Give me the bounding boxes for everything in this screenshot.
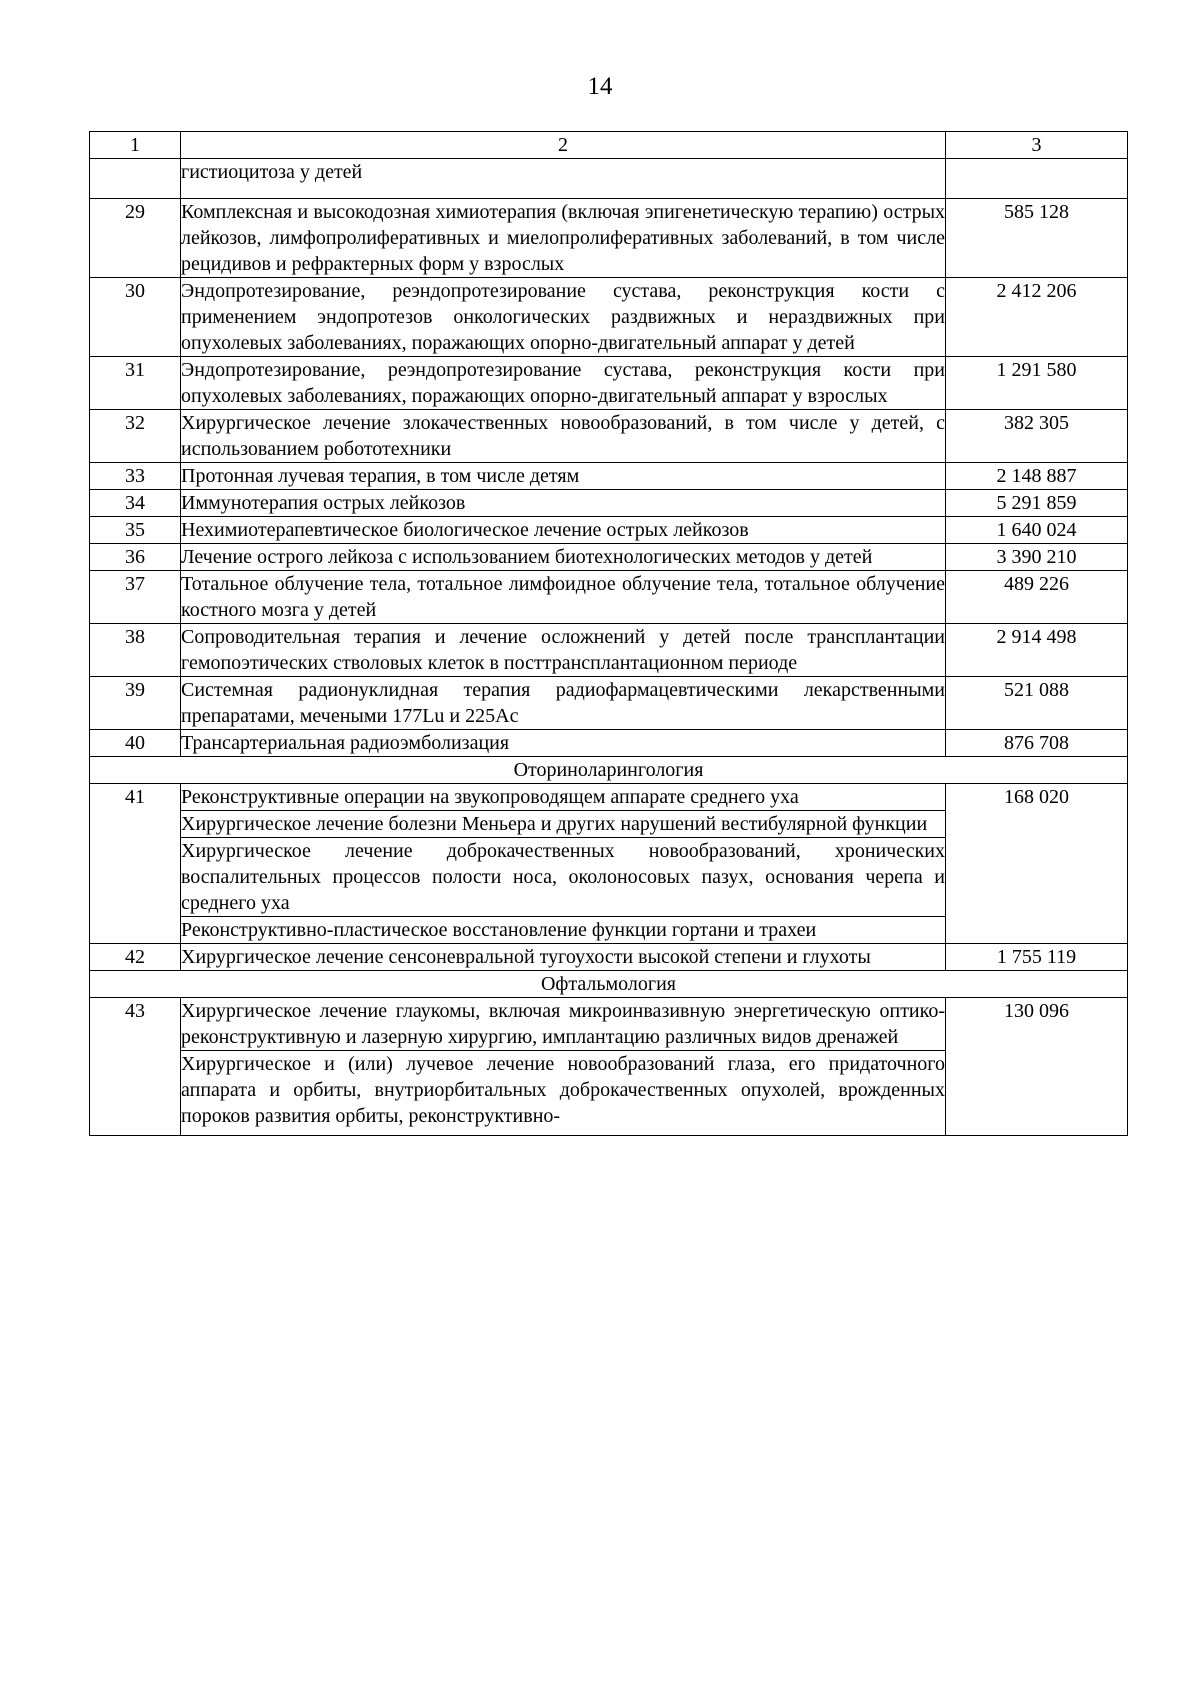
row-value: 382 305 — [946, 410, 1128, 463]
row-number: 34 — [90, 490, 181, 517]
table-row — [90, 571, 1128, 624]
table-row — [90, 517, 1128, 544]
row-number — [90, 159, 181, 199]
row-number: 35 — [90, 517, 181, 544]
row-value: 130 096 — [946, 998, 1128, 1136]
row-value: 1 291 580 — [946, 357, 1128, 410]
section-row-eye — [90, 971, 1128, 998]
table-row — [90, 463, 1128, 490]
row-description: Эндопротезирование, реэндопротезирование сустава, реконструкция кости с применением эндопротезов онкологических раздвижных и нераздвижных при опухолевых заболеваниях, поражающих опорно-двигательный аппарат у детей — [181, 278, 946, 357]
continuation-row — [90, 159, 1128, 199]
table-row — [90, 944, 1128, 971]
table-row — [90, 278, 1128, 357]
row-value: 585 128 — [946, 199, 1128, 278]
row-description: Комплексная и высокодозная химиотерапия (включая эпигенетическую терапию) острых лейкозов, лимфопролиферативных и миелопролиферативных заболеваний, в том числе рецидивов и рефрактерных форм у взрослых — [181, 199, 946, 278]
table-row — [90, 357, 1128, 410]
row-value: 2 914 498 — [946, 624, 1128, 677]
page-number: 14 — [587, 73, 613, 100]
row-number: 30 — [90, 278, 181, 357]
row-value: 3 390 210 — [946, 544, 1128, 571]
row-description: Трансартериальная радиоэмболизация — [181, 730, 946, 757]
section-title-ent: Оториноларингология — [90, 757, 1128, 784]
row-description: Иммунотерапия острых лейкозов — [181, 490, 946, 517]
row-number: 36 — [90, 544, 181, 571]
header-col-2: 2 — [181, 132, 946, 159]
row-number: 38 — [90, 624, 181, 677]
table-row — [90, 624, 1128, 677]
row-description: Хирургическое лечение глаукомы, включая микроинвазивную энергетическую оптико-реконструктивную и лазерную хирургию, имплантацию различных видов дренажей — [181, 998, 946, 1051]
row-description: Нехимиотерапевтическое биологическое лечение острых лейкозов — [181, 517, 946, 544]
row-value — [946, 159, 1128, 199]
row-value: 1 755 119 — [946, 944, 1128, 971]
row-number: 32 — [90, 410, 181, 463]
row-number: 43 — [90, 998, 181, 1136]
row-description: Хирургическое и (или) лучевое лечение новообразований глаза, его придаточного аппарата и орбиты, внутриорбитальных доброкачественных опухолей, врожденных пороков развития орбиты, реконструктивно- — [181, 1051, 946, 1136]
row-value: 521 088 — [946, 677, 1128, 730]
section-title-eye: Офтальмология — [90, 971, 1128, 998]
row-description: Эндопротезирование, реэндопротезирование сустава, реконструкция кости при опухолевых заболеваниях, поражающих опорно-двигательный аппарат у взрослых — [181, 357, 946, 410]
table-row — [90, 199, 1128, 278]
row-value: 876 708 — [946, 730, 1128, 757]
row-value: 1 640 024 — [946, 517, 1128, 544]
row-number: 29 — [90, 199, 181, 278]
row-number: 41 — [90, 784, 181, 944]
row-value: 168 020 — [946, 784, 1128, 944]
section-row-ent — [90, 757, 1128, 784]
row-description: Тотальное облучение тела, тотальное лимфоидное облучение тела, тотальное облучение костного мозга у детей — [181, 571, 946, 624]
tariff-table — [89, 131, 1128, 1136]
row-description: Сопроводительная терапия и лечение осложнений у детей после трансплантации гемопоэтических стволовых клеток в посттрансплантационном периоде — [181, 624, 946, 677]
table-row — [90, 784, 1128, 811]
row-value: 2 412 206 — [946, 278, 1128, 357]
table-row — [90, 677, 1128, 730]
row-description: Хирургическое лечение болезни Меньера и других нарушений вестибулярной функции — [181, 811, 946, 838]
row-value: 2 148 887 — [946, 463, 1128, 490]
row-value: 489 226 — [946, 571, 1128, 624]
row-description: Лечение острого лейкоза с использованием биотехнологических методов у детей — [181, 544, 946, 571]
row-number: 33 — [90, 463, 181, 490]
row-value: 5 291 859 — [946, 490, 1128, 517]
table-row — [90, 544, 1128, 571]
row-number: 31 — [90, 357, 181, 410]
row-description: Хирургическое лечение доброкачественных новообразований, хронических воспалительных процессов полости носа, околоносовых пазух, основания черепа и среднего уха — [181, 838, 946, 917]
header-col-1: 1 — [90, 132, 181, 159]
row-description: Реконструктивные операции на звукопроводящем аппарате среднего уха — [181, 784, 946, 811]
row-description: Протонная лучевая терапия, в том числе детям — [181, 463, 946, 490]
table-row — [90, 490, 1128, 517]
row-number: 39 — [90, 677, 181, 730]
row-number: 42 — [90, 944, 181, 971]
row-description: Реконструктивно-пластическое восстановление функции гортани и трахеи — [181, 917, 946, 944]
row-number: 40 — [90, 730, 181, 757]
row-number: 37 — [90, 571, 181, 624]
table-header-row — [90, 132, 1128, 159]
table-row — [90, 730, 1128, 757]
row-description: Системная радионуклидная терапия радиофармацевтическими лекарственными препаратами, мечеными 177Lu и 225Ac — [181, 677, 946, 730]
row-description: гистиоцитоза у детей — [181, 159, 946, 199]
header-col-3: 3 — [946, 132, 1128, 159]
table-row — [90, 410, 1128, 463]
row-description: Хирургическое лечение злокачественных новообразований, в том числе у детей, с использованием робототехники — [181, 410, 946, 463]
table-row — [90, 998, 1128, 1051]
row-description: Хирургическое лечение сенсоневральной тугоухости высокой степени и глухоты — [181, 944, 946, 971]
